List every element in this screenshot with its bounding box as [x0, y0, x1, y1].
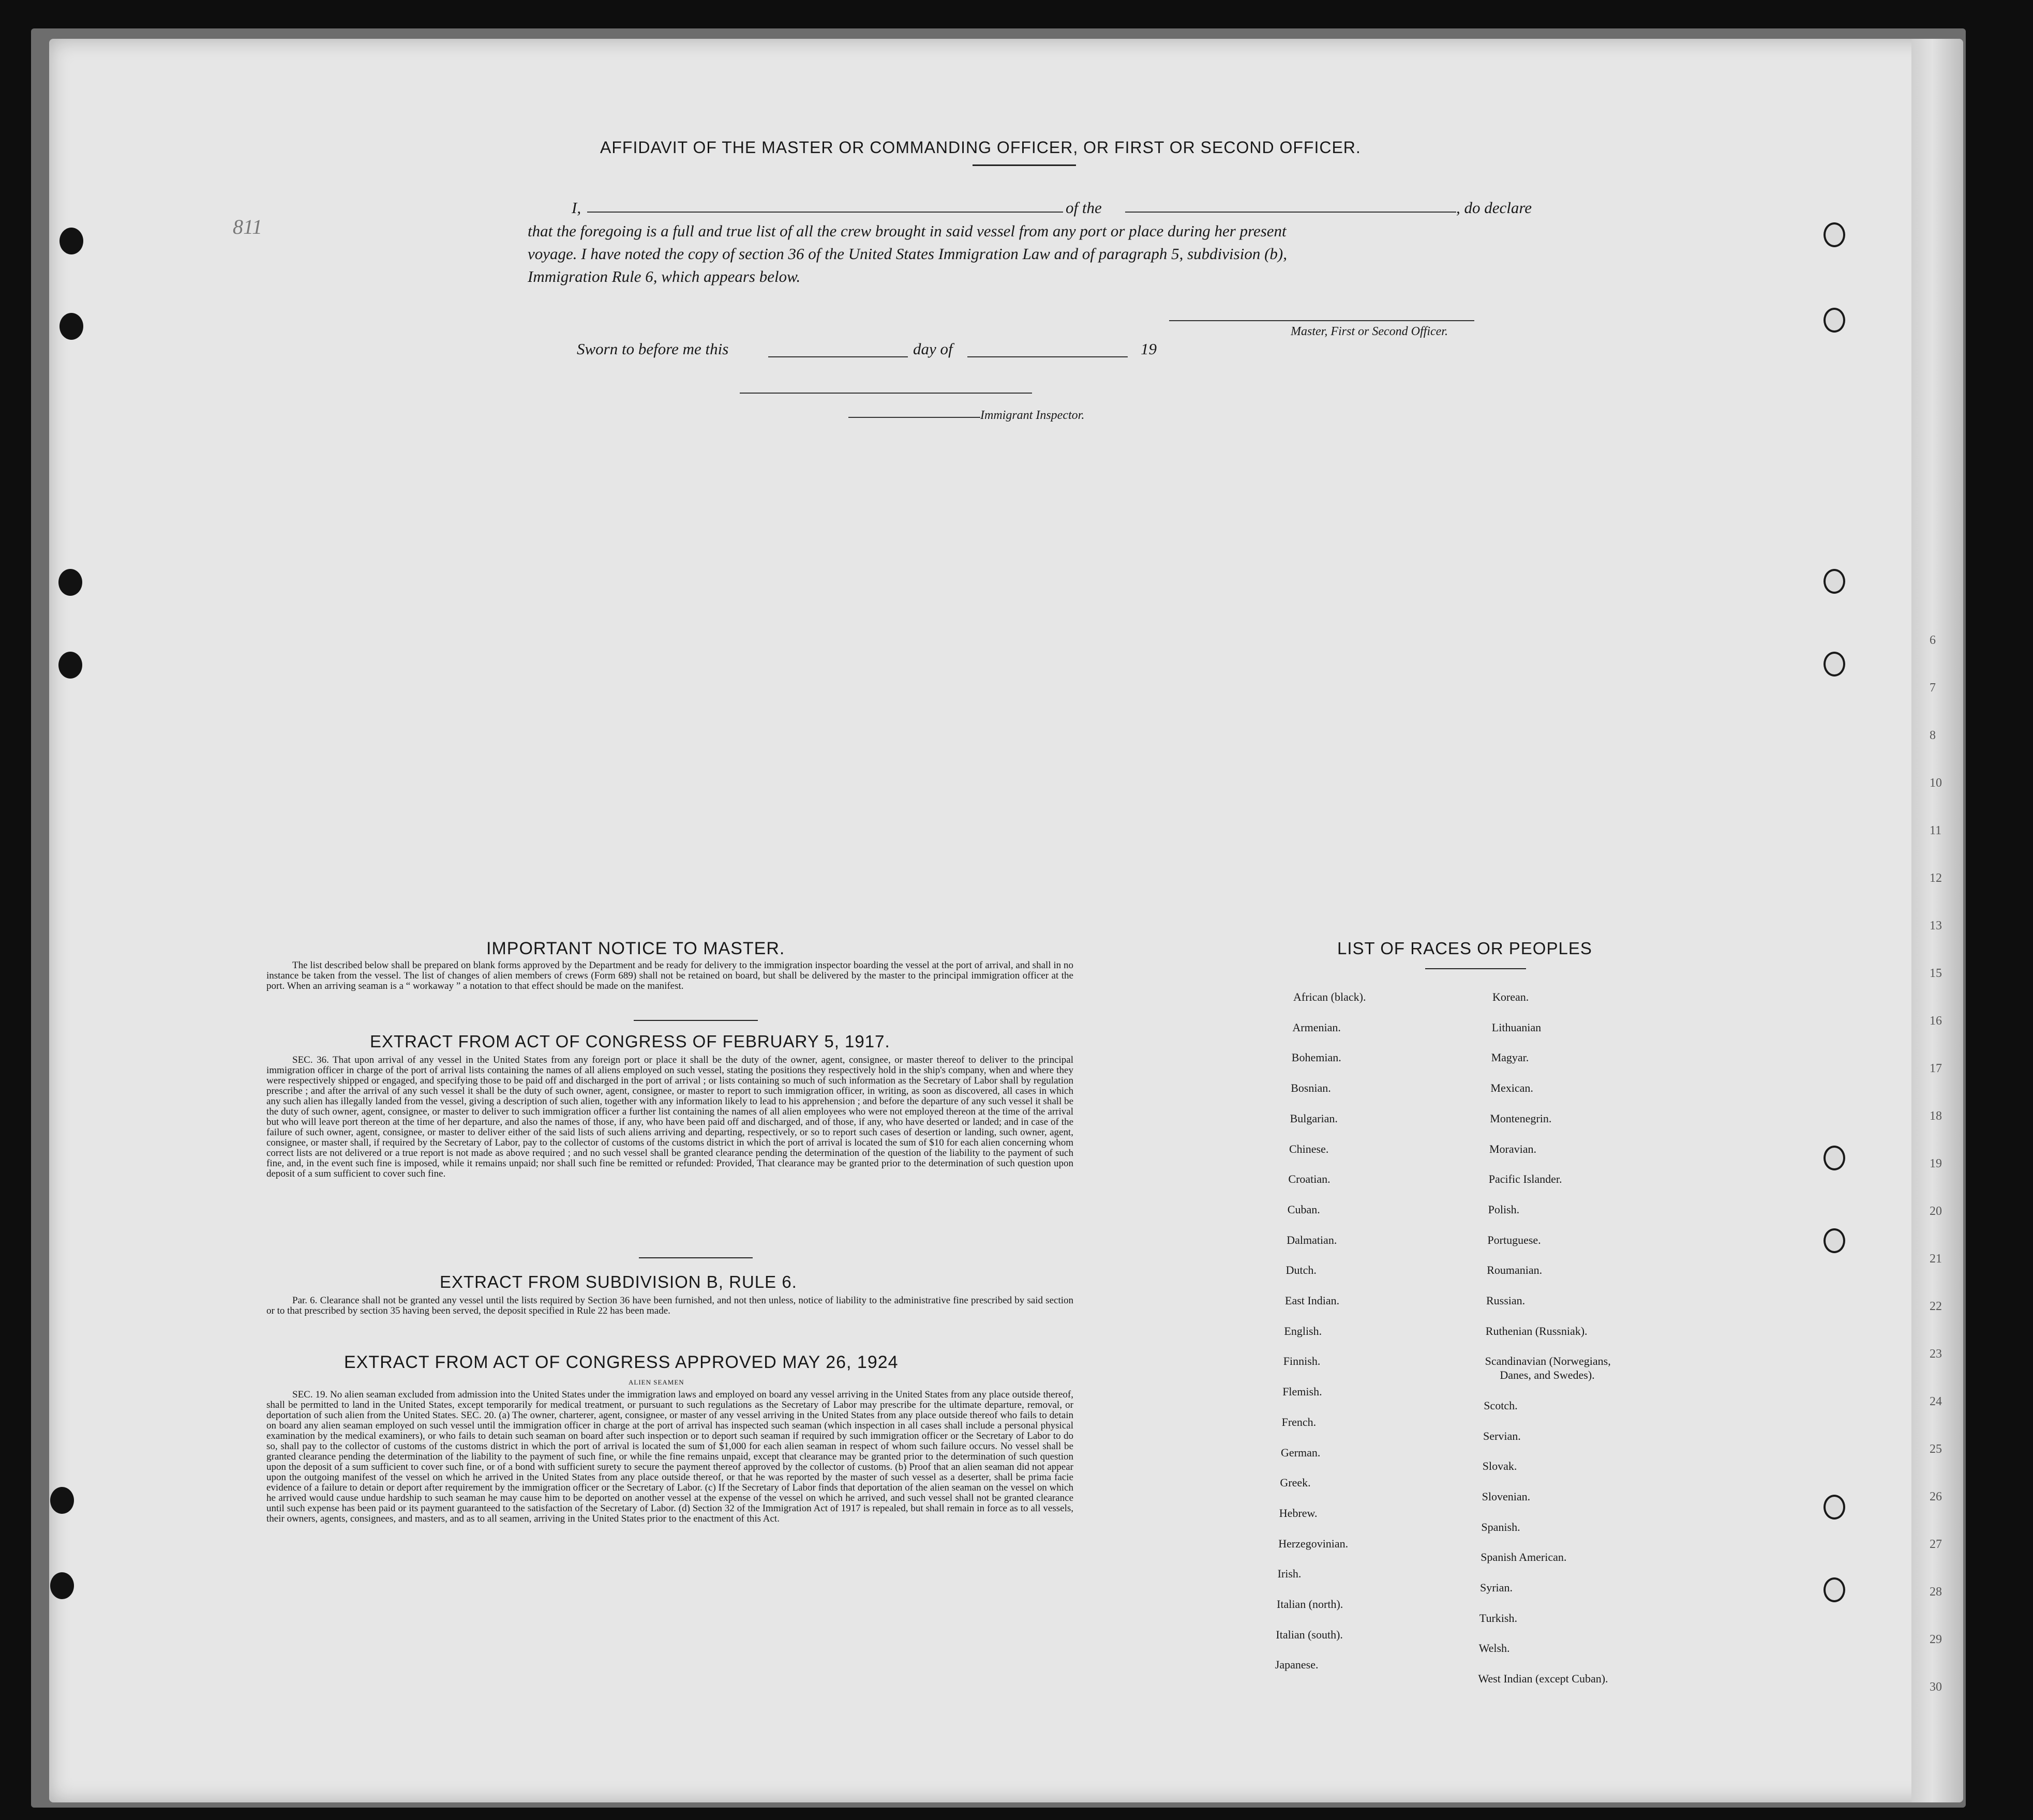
- declarant-name-line: [587, 212, 1063, 213]
- punch-hole: [1823, 1495, 1845, 1520]
- notice-title: IMPORTANT NOTICE TO MASTER.: [486, 939, 785, 958]
- race-item: Dalmatian.: [1287, 1233, 1337, 1246]
- race-item: Finnish.: [1283, 1355, 1321, 1368]
- day-of-label: day of: [913, 340, 953, 358]
- inspector-label: Immigrant Inspector.: [980, 409, 1085, 422]
- inspector-signature-line-2: [848, 417, 980, 418]
- extract-1917-title: EXTRACT FROM ACT OF CONGRESS OF FEBRUARY 5, 1917.: [370, 1032, 890, 1051]
- race-item: Italian (north).: [1277, 1598, 1343, 1611]
- edge-number: 26: [1930, 1490, 1942, 1503]
- race-item: Polish.: [1488, 1202, 1520, 1216]
- affidavit-of-the-label: of the: [1066, 199, 1102, 217]
- margin-mark: 811: [233, 215, 263, 238]
- race-item: African (black).: [1293, 990, 1366, 1003]
- race-item: Cuban.: [1287, 1202, 1320, 1216]
- race-item: Herzegovinian.: [1278, 1537, 1349, 1550]
- race-item: Lithuanian: [1491, 1020, 1542, 1034]
- affidavit-line-3: voyage. I have noted the copy of section 36 of the United States Immigration Law and of paragraph 5, subdivision (b),: [528, 245, 1287, 263]
- race-item: Turkish.: [1479, 1611, 1517, 1625]
- extract-rule6-title: EXTRACT FROM SUBDIVISION B, RULE 6.: [440, 1272, 797, 1291]
- sworn-day-line: [768, 356, 908, 357]
- year-label: 19: [1141, 340, 1157, 358]
- master-signature-line: [1169, 320, 1474, 321]
- punch-hole: [1823, 1577, 1845, 1602]
- punch-hole: [1823, 1228, 1845, 1253]
- race-item: Syrian.: [1480, 1581, 1513, 1594]
- punch-hole: [1823, 652, 1845, 676]
- race-item: Montenegrin.: [1490, 1111, 1552, 1125]
- race-item: Irish.: [1277, 1567, 1302, 1581]
- edge-number: 29: [1930, 1633, 1942, 1646]
- race-item: Chinese.: [1289, 1142, 1329, 1155]
- punch-hole: [1823, 308, 1845, 333]
- race-item: Bulgarian.: [1290, 1111, 1338, 1125]
- affidavit-i-label: I,: [572, 199, 581, 217]
- master-signature-label: Master, First or Second Officer.: [1291, 325, 1448, 338]
- race-item: West Indian (except Cuban).: [1478, 1672, 1608, 1686]
- affidavit-declare-label: , do declare: [1456, 199, 1532, 217]
- edge-number: 13: [1930, 919, 1942, 932]
- edge-number: 15: [1930, 967, 1942, 980]
- race-item: Slovenian.: [1482, 1490, 1531, 1503]
- punch-hole: [58, 652, 82, 679]
- race-item: Croatian.: [1288, 1172, 1331, 1186]
- punch-hole: [58, 569, 82, 596]
- race-item: German.: [1281, 1446, 1321, 1459]
- edge-number: 24: [1930, 1395, 1942, 1408]
- edge-number: 19: [1930, 1157, 1942, 1170]
- notice-rule: [634, 1020, 758, 1021]
- race-item: Hebrew.: [1279, 1506, 1318, 1520]
- race-item: Ruthenian (Russniak).: [1485, 1324, 1588, 1337]
- sworn-label: Sworn to before me this: [577, 340, 729, 358]
- race-item: Italian (south).: [1276, 1628, 1343, 1641]
- race-item: Dutch.: [1285, 1264, 1317, 1277]
- race-item: Armenian.: [1292, 1020, 1341, 1034]
- affidavit-line-4: Immigration Rule 6, which appears below.: [528, 267, 801, 285]
- edge-number: 12: [1930, 871, 1942, 885]
- extract-1924-title: EXTRACT FROM ACT OF CONGRESS APPROVED MAY 26, 1924: [344, 1352, 899, 1372]
- race-item: Magyar.: [1491, 1051, 1529, 1064]
- races-title-rule: [1425, 968, 1526, 969]
- edge-number: 30: [1930, 1680, 1942, 1694]
- race-item: Danes, and Swedes).: [1500, 1368, 1595, 1382]
- edge-number: 18: [1930, 1109, 1942, 1123]
- edge-number: 7: [1930, 681, 1936, 695]
- race-item: Servian.: [1483, 1429, 1521, 1442]
- edge-number: 10: [1930, 776, 1942, 790]
- race-item: Spanish.: [1481, 1520, 1520, 1533]
- notice-body: The list described below shall be prepared on blank forms approved by the Department and be ready for delivery to the immigration inspector boarding the vessel at the port of arrival, and shall in no instance be taken from the vessel. The list of changes of alien members of crews (Form 689) shall not be retained on board, but shall be delivered by the master to the principal immigration officer at the port. When an arriving seaman is a “ workaway ” a notation to that effect should be made on the manifest.: [266, 960, 1073, 991]
- edge-number: 25: [1930, 1442, 1942, 1456]
- affidavit-title-rule: [973, 164, 1076, 166]
- race-item: East Indian.: [1285, 1294, 1340, 1307]
- extract-1924-subtitle: ALIEN SEAMEN: [629, 1378, 684, 1386]
- punch-hole: [59, 313, 83, 340]
- extract-1924-body: SEC. 19. No alien seaman excluded from admission into the United States under the immigration laws and employed on board any vessel arriving in the United States from any place outside thereof, shall be permitted to land in the United States, except temporarily for medical treatment, or pursuant to such regulations as the Secretary of Labor may prescribe for the ultimate departure, removal, or deportation of such alien from the United States. SEC. 20. (a) The owner, charterer, agent, consignee, or master of any vessel arriving in the United States from any place outside thereof who fails to detain on board any alien seaman employed on such vessel until the immigration officer in charge at the port of arrival has inspected such seaman (which inspection in all cases shall include a personal physical examination by the medical examiners), or who fails to detain such seaman on board after such inspection or to deport such seaman if required by such immigration officer or the Secretary of Labor to do so, shall pay to the collector of customs of the customs district in which the port of arrival is located the sum of $1,000 for each alien seaman in respect of whom such failure occurs. No vessel shall be granted clearance pending the determination of the liability to the payment of such fine, or while the fine remains unpaid, except that clearance may be granted prior to the determination of such question upon the deposit of a sum sufficient to cover such fine, or of a bond with sufficient surety to secure the payment thereof approved by the collector of customs. (b) Proof that an alien seaman did not appear upon the outgoing manifest of the vessel on which he arrived in the United States from any place outside thereof, or that he was reported by the master of such vessel as a deserter, shall be prima facie evidence of a failure to detain or deport after requirement by the immigration officer or the Secretary of Labor. (c) If the Secretary of Labor finds that deportation of the alien seaman on the vessel on which he arrived would cause undue hardship to such seaman he may cause him to be deported on another vessel at the expense of the vessel on which he arrived, and such vessel shall not be granted clearance until such expense has been paid or its payment guaranteed to the satisfaction of the Secretary of Labor. (d) Section 32 of the Immigration Act of 1917 is repealed, but shall remain in force as to all vessels, their owners, agents, consignees, and masters, and as to all seamen, arriving in the United States prior to the enactment of this Act.: [266, 1389, 1073, 1524]
- race-item: Portuguese.: [1487, 1233, 1541, 1246]
- sworn-month-line: [967, 356, 1128, 357]
- manifest-page: [49, 39, 1963, 1802]
- edge-number: 6: [1930, 634, 1936, 647]
- extract-rule6-body: Par. 6. Clearance shall not be granted any vessel until the lists required by Section 36 have been furnished, and not then unless, notice of liability to the administrative fine prescribed by said section or to that prescribed by section 35 having been served, the deposit specified in Rule 22 has been made.: [266, 1295, 1073, 1316]
- extract-1917-body: SEC. 36. That upon arrival of any vessel in the United States from any foreign port or place it shall be the duty of the owner, agent, consignee, or master thereof to deliver to the principal immigration officer in charge of the port of arrival lists containing the names of all aliens employed on such vessel, stating the positions they respectively hold in the ship's company, when and where they were respectively shipped or engaged, and specifying those to be paid off and discharged in the port of arrival ; or lists containing so much of such information as the Secretary of Labor shall by regulation prescribe ; and after the arrival of any such vessel it shall be the duty of such owner, agent, consignee, or master to report to such immigration officer, in writing, as soon as discovered, all cases in which any such alien has illegally landed from the vessel, giving a description of such alien, together with any information likely to lead to his apprehension ; and before the departure of any such vessel it shall be the duty of such owner, agent, consignee, or master to deliver to such immigration officer a further list containing the names of all alien employees who were not employed thereon at the time of the arrival but who will leave port thereon at the time of her departure, and also the names of those, if any, who have been paid off and discharged, and of those, if any, who have deserted or landed; and in case of the failure of such owner, agent, consignee, or master to deliver either of the said lists of such aliens arriving and departing, respectively, or so to report such cases of desertion or landing, such owner, agent, consignee, or master shall, if required by the Secretary of Labor, pay to the collector of customs of the customs district in which the port of arrival is located the sum of $10 for each alien concerning whom correct lists are not delivered or a true report is not made as above required ; and no such vessel shall be granted clearance pending the determination of the question of the liability to the payment of such fine, and, in the event such fine is imposed, while it remains unpaid; nor shall such fine be remitted or refunded: Provided, That clearance may be granted prior to the determination of such question upon deposit of a sum sufficient to cover such fine.: [266, 1055, 1073, 1179]
- race-item: Spanish American.: [1481, 1551, 1567, 1564]
- race-item: Welsh.: [1478, 1642, 1510, 1655]
- edge-number: 22: [1930, 1300, 1942, 1313]
- race-item: Bohemian.: [1291, 1051, 1341, 1064]
- race-item: Russian.: [1486, 1294, 1526, 1307]
- affidavit-title: AFFIDAVIT OF THE MASTER OR COMMANDING OFFICER, OR FIRST OR SECOND OFFICER.: [600, 138, 1361, 157]
- punch-hole: [1823, 569, 1845, 594]
- vessel-name-line: [1125, 212, 1456, 213]
- race-item: English.: [1284, 1324, 1322, 1337]
- edge-number: 21: [1930, 1252, 1942, 1266]
- race-item: Roumanian.: [1487, 1264, 1543, 1277]
- affidavit-line-2: that the foregoing is a full and true list of all the crew brought in said vessel from any port or place during her present: [528, 222, 1287, 240]
- race-item: Flemish.: [1282, 1385, 1322, 1398]
- edge-number: 17: [1930, 1062, 1942, 1075]
- edge-number: 20: [1930, 1205, 1942, 1218]
- edge-number: 28: [1930, 1585, 1942, 1599]
- race-item: Moravian.: [1489, 1142, 1537, 1155]
- extract-1917-rule: [639, 1257, 753, 1258]
- punch-hole: [1823, 1146, 1845, 1170]
- race-item: Pacific Islander.: [1488, 1172, 1562, 1186]
- edge-number: 23: [1930, 1347, 1942, 1361]
- race-item: Greek.: [1280, 1476, 1311, 1490]
- punch-hole: [50, 1487, 74, 1514]
- races-title: LIST OF RACES OR PEOPLES: [1337, 939, 1592, 958]
- race-item: Mexican.: [1490, 1081, 1533, 1095]
- race-item: Slovak.: [1482, 1460, 1517, 1473]
- punch-hole: [1823, 222, 1845, 247]
- inspector-signature-line-1: [740, 393, 1032, 394]
- race-item: Japanese.: [1275, 1658, 1319, 1672]
- edge-number: 27: [1930, 1538, 1942, 1551]
- race-item: Bosnian.: [1291, 1081, 1331, 1095]
- edge-number: 8: [1930, 729, 1936, 742]
- race-item: Korean.: [1492, 990, 1529, 1003]
- edge-number: 16: [1930, 1014, 1942, 1028]
- punch-hole: [50, 1572, 74, 1599]
- edge-number: 11: [1930, 824, 1942, 837]
- race-item: Scandinavian (Norwegians,: [1485, 1355, 1611, 1368]
- race-item: French.: [1281, 1415, 1317, 1428]
- race-item: Scotch.: [1484, 1398, 1518, 1412]
- punch-hole: [59, 228, 83, 254]
